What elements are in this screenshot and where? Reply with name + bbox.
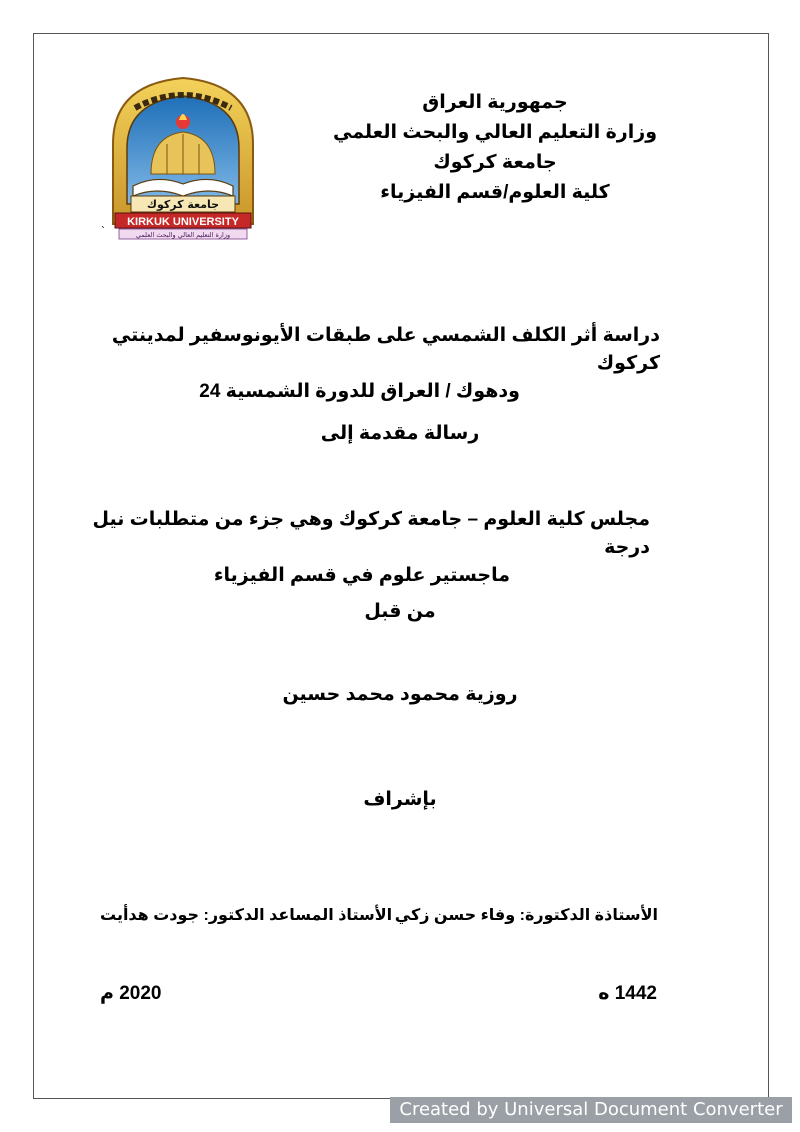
logo-arabic-name: جامعة كركوك xyxy=(146,198,220,211)
supervisor-first: الأستاذة الدكتورة: وفاء حسن زكي xyxy=(394,907,658,924)
council-statement xyxy=(90,506,650,590)
by-label: من قبل xyxy=(364,601,436,622)
submitted-to-label: رسالة مقدمة إلى xyxy=(320,423,480,444)
institution-header xyxy=(330,88,660,208)
university-logo-icon xyxy=(105,74,261,244)
author-name: روزية محمود محمد حسين xyxy=(282,684,518,705)
title-line-2: ودهوك / العراق للدورة الشمسية 24 xyxy=(199,381,520,402)
thesis-title xyxy=(90,322,660,406)
stray-mark: ` xyxy=(101,224,105,238)
title-line-1: دراسة أثر الكلف الشمسي على طبقات الأيونوسفير لمدينتي كركوك xyxy=(111,325,660,374)
supervision-label: بإشراف xyxy=(363,789,437,810)
logo-english-name: KIRKUK UNIVERSITY xyxy=(127,216,239,228)
supervisor-second: الأستاذ المساعد الدكتور: جودت هدأيت xyxy=(100,907,393,924)
council-line-2: ماجستير علوم في قسم الفيزياء xyxy=(213,565,510,586)
header-university: جامعة كركوك xyxy=(433,152,557,173)
gregorian-date: 2020 م xyxy=(100,983,162,1004)
header-country: جمهورية العراق xyxy=(422,92,568,113)
logo-ribbon-text: وزارة التعليم العالي والبحث العلمي xyxy=(135,231,231,239)
header-ministry: وزارة التعليم العالي والبحث العلمي xyxy=(332,122,658,143)
hijri-date: 1442 ه xyxy=(598,983,657,1004)
council-line-1: مجلس كلية العلوم – جامعة كركوك وهي جزء من متطلبات نيل درجة xyxy=(92,509,650,558)
header-college: كلية العلوم/قسم الفيزياء xyxy=(380,182,610,203)
converter-watermark: Created by Universal Document Converter xyxy=(390,1097,792,1123)
